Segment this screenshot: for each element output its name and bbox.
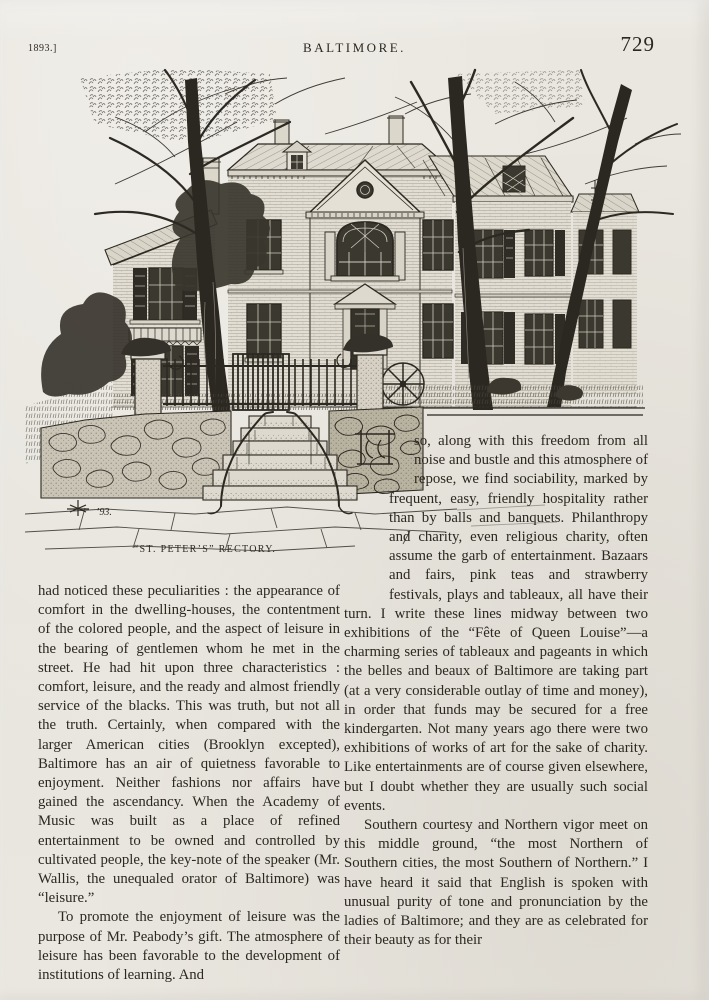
foliage-top-right	[455, 70, 585, 114]
text-wrap-spacer	[344, 471, 389, 587]
stone-wall	[41, 411, 231, 498]
illustration-caption: “ST. PETER’S” RECTORY.	[133, 544, 277, 555]
column-left	[38, 582, 340, 985]
page-number: 729	[620, 32, 655, 56]
paragraph: had noticed these peculiarities : the appearance of comfort in the dwelling-houses, the contentment of the colored people, and the aspect of leisure in the bearing of gentlemen whom he met in the street. He had hit upon three characteristics : comfort, leisure, and the ready and almost friendly service of the blacks. This was truth, but not all the truth. Certainly, when compared with the larger American cities (Brooklyn excepted), Baltimore has an air of quietness favorable to enjoyment. Neither fashions nor affairs have gained the ascendancy. When the Academy of Music was built as a place of refined entertainment to be owned and controlled by cultivated people, the key-note of the speaker (Mr. Wallis, the unequaled orator of Baltimore) was “leisure.”	[38, 583, 340, 907]
artist-signature	[67, 500, 112, 518]
paragraph: so, along with this freedom from all noise and bustle and this atmosphere of repose, we find sociability, marked by frequent, easy, friendly hospitality rather than by balls and banquets. Philanthropy and charity, even religious charity, often assume the garb of entertainment. Bazaars and fairs, pink teas and strawberry festivals, plays and tableaux, all have their turn. I write these lines midway between two exhibitions of the “Fête of Queen Louise”—a charming series of tableaux and pageants in which the belles and beaux of Baltimore are taking part (at a very considerable outlay of time and money), in order that funds may be secured for a free kindergarten. Not many years ago there were two exhibitions of works of art for the sake of charity. Like entertainments are of course given elsewhere, but I doubt whether they are usually such social events.	[344, 433, 648, 814]
sash-window	[423, 304, 453, 358]
sash-window	[423, 220, 453, 270]
lattice-dormer	[503, 166, 525, 192]
page-title: BALTIMORE.	[303, 40, 406, 55]
signature-text: ’93.	[96, 507, 112, 518]
wheel-ornament	[382, 363, 424, 405]
foliage-top-left	[80, 68, 277, 144]
header-date: 1893.]	[28, 43, 57, 54]
paragraph: Southern courtesy and Northern vigor meet on this middle ground, “the most Northern of Southern cities, the most Southern of Northern.” I have heard it said that English is spoken with unusual purity of tone and pronunciation by the ladies of Baltimore; and they are as celebrated for their beauty as for their	[344, 817, 648, 949]
paragraph: To promote the enjoyment of leisure was the purpose of Mr. Peabody’s gift. The atmosphere of leisure has been favorable to the development of institutions of learning. And	[38, 909, 340, 984]
text-wrap-spacer	[344, 432, 414, 471]
column-right	[344, 432, 648, 950]
shuttered-window	[525, 230, 565, 276]
